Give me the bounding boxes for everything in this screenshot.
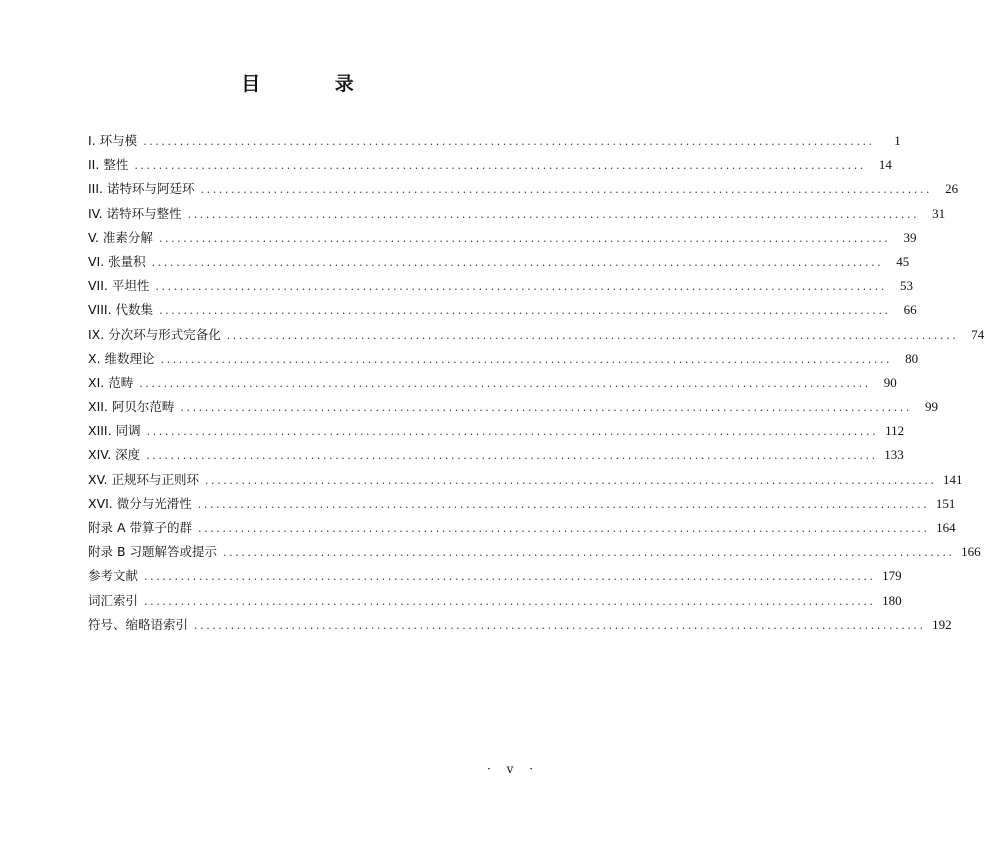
toc-entry[interactable] <box>88 421 905 445</box>
toc-leader-dots: ........................................................................................................................ <box>143 135 875 148</box>
toc-entry-title: XIV. 深度 <box>88 447 141 463</box>
toc-entry-page: 99 <box>924 399 938 415</box>
toc-entry[interactable] <box>88 131 901 155</box>
toc-entry-title: XIII. 同调 <box>88 423 141 439</box>
toc-entry-page: 74 <box>971 326 984 342</box>
toc-entry[interactable] <box>88 252 910 276</box>
toc-entry-page: 1 <box>894 133 901 148</box>
toc-entry-title: XI. 范畴 <box>88 374 134 390</box>
toc-entry-page: 90 <box>883 374 897 390</box>
toc-entry-title: III. 诺特环与阿廷环 <box>88 181 195 197</box>
toc-entry[interactable] <box>88 179 959 203</box>
toc-entry[interactable] <box>88 204 946 228</box>
toc-entry-title: 附录 B 习题解答或提示 <box>88 544 218 560</box>
toc-entry[interactable] <box>88 591 902 615</box>
page-title: 目 录 <box>241 73 388 95</box>
toc-leader-dots: ........................................................................................................................ <box>144 570 876 584</box>
toc-entry-page: 180 <box>882 592 902 608</box>
toc-entry-title: XVI. 微分与光滑性 <box>88 495 192 511</box>
toc-entry[interactable] <box>88 228 917 252</box>
toc-entry-page: 141 <box>943 471 963 487</box>
toc-leader-dots: ........................................................................................................................ <box>198 522 930 535</box>
toc-entry[interactable] <box>88 542 981 566</box>
toc-entry-title: I. 环与模 <box>88 133 138 148</box>
toc-entry-page: 31 <box>932 205 946 221</box>
toc-entry[interactable] <box>88 445 904 469</box>
toc-entry[interactable] <box>88 300 917 324</box>
toc-leader-dots: ........................................................................................................................ <box>180 401 912 415</box>
toc-entry-title: IV. 诺特环与整性 <box>88 205 182 221</box>
toc-entry-page: 151 <box>935 495 956 511</box>
toc-entry-title: 参考文献 <box>88 568 139 584</box>
toc-entry-page: 14 <box>878 157 892 173</box>
toc-entry-title: X. 维数理论 <box>88 350 155 366</box>
toc-entry[interactable] <box>88 615 952 639</box>
toc-entry-page: 133 <box>884 447 904 463</box>
toc-entry-title: IX. 分次环与形式完备化 <box>88 326 221 342</box>
toc-entry-title: VII. 平坦性 <box>88 278 150 294</box>
toc-leader-dots: ........................................................................................................................ <box>151 255 884 269</box>
toc-entry[interactable] <box>88 518 956 542</box>
toc-entry-title: 附录 A 带算子的群 <box>88 520 192 535</box>
toc-entry[interactable] <box>88 349 919 373</box>
toc-leader-dots: ........................................................................................................................ <box>134 159 866 173</box>
toc-leader-dots: ........................................................................................................................ <box>223 546 955 560</box>
toc-entry-page: 192 <box>932 616 952 632</box>
toc-entry[interactable] <box>88 397 938 421</box>
toc-entry-page: 66 <box>903 302 917 318</box>
toc-entry[interactable] <box>88 470 963 494</box>
toc-entry[interactable] <box>88 373 897 397</box>
toc-entry[interactable] <box>88 566 902 590</box>
toc-entry-title: 符号、缩略语索引 <box>88 616 189 632</box>
toc-leader-dots: ........................................................................................................................ <box>194 618 926 632</box>
toc-leader-dots: ........................................................................................................................ <box>204 473 937 487</box>
toc-leader-dots: ........................................................................................................................ <box>197 497 930 511</box>
toc-entry-title: XV. 正规环与正则环 <box>88 471 199 487</box>
toc-entry-title: VIII. 代数集 <box>88 302 154 318</box>
toc-leader-dots: ........................................................................................................................ <box>159 304 891 318</box>
toc-leader-dots: ........................................................................................................................ <box>146 425 879 439</box>
toc-entry-page: 80 <box>905 350 919 366</box>
toc-leader-dots: ........................................................................................................................ <box>226 328 959 342</box>
toc-entry-title: VI. 张量积 <box>88 253 146 269</box>
toc-leader-dots: ........................................................................................................................ <box>155 280 887 294</box>
toc-entry-title: II. 整性 <box>88 157 129 173</box>
toc-entry-page: 26 <box>945 181 959 197</box>
toc-entry-page: 166 <box>961 544 981 560</box>
toc-entry[interactable] <box>88 155 892 179</box>
toc-leader-dots: ........................................................................................................................ <box>146 449 878 463</box>
toc-entry[interactable] <box>88 325 984 349</box>
toc-entry-page: 164 <box>936 520 956 535</box>
toc-entry-page: 179 <box>882 568 902 584</box>
table-of-contents <box>88 131 984 639</box>
page-number-footer: · v · <box>486 762 540 776</box>
toc-entry-page: 112 <box>885 423 905 439</box>
toc-leader-dots: ........................................................................................................................ <box>160 352 893 366</box>
toc-entry-page: 53 <box>899 278 913 294</box>
toc-entry[interactable] <box>88 494 956 518</box>
toc-leader-dots: ........................................................................................................................ <box>158 231 891 245</box>
toc-entry-page: 39 <box>903 229 917 245</box>
toc-entry-page: 45 <box>896 253 910 269</box>
toc-leader-dots: ........................................................................................................................ <box>200 183 933 197</box>
toc-leader-dots: ........................................................................................................................ <box>139 376 871 390</box>
toc-entry-title: 词汇索引 <box>88 592 139 608</box>
toc-entry-title: XII. 阿贝尔范畴 <box>88 399 175 415</box>
toc-leader-dots: ........................................................................................................................ <box>187 207 920 221</box>
toc-leader-dots: ........................................................................................................................ <box>144 594 876 608</box>
toc-entry-title: V. 准素分解 <box>88 229 153 245</box>
toc-entry[interactable] <box>88 276 913 300</box>
